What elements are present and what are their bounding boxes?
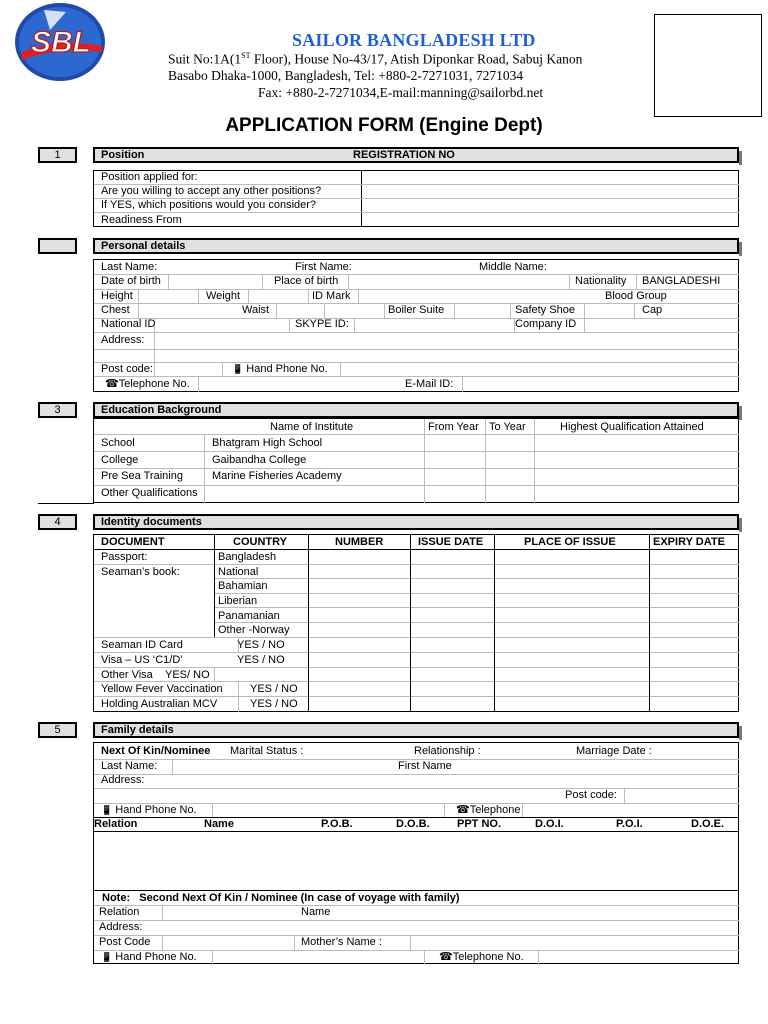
note-text: Note: Second Next Of Kin / Nominee (In case of voyage with family) — [102, 892, 460, 904]
position-applied-label: Position applied for: — [101, 171, 198, 183]
logo-text: SBL — [31, 26, 91, 59]
boiler-suite-label: Boiler Suite — [388, 304, 445, 316]
company-name: SAILOR BANGLADESH LTD — [292, 30, 536, 50]
mobile-phone-icon: 📱 — [232, 364, 244, 374]
section-3-number: 3 — [38, 402, 77, 418]
readiness-label: Readiness From — [101, 214, 182, 226]
doc-header-number: NUMBER — [335, 536, 384, 548]
other-visa-yes-no[interactable]: YES/ NO — [165, 669, 210, 681]
second-relation-label: Relation — [99, 906, 140, 918]
col-dob: D.O.B. — [396, 818, 430, 830]
col-ppt-no: PPT NO. — [457, 818, 502, 830]
second-post-code-label: Post Code — [99, 936, 151, 948]
doc-header-country: COUNTRY — [233, 536, 287, 548]
position-table — [93, 170, 739, 227]
pob-label: Place of birth — [274, 275, 339, 287]
book-country-bahamian: Bahamian — [218, 580, 268, 592]
edu-institute-school: Bhatgram High School — [212, 437, 323, 449]
form-title: APPLICATION FORM (Engine Dept) — [225, 115, 543, 136]
safety-shoe-label: Safety Shoe — [515, 304, 575, 316]
section-4-title: Identity documents — [101, 516, 202, 528]
waist-label: Waist — [242, 304, 270, 316]
section-5-number: 5 — [38, 722, 77, 738]
cap-label: Cap — [642, 304, 663, 316]
section-4-bar — [93, 514, 739, 530]
doc-header-place: PLACE OF ISSUE — [524, 536, 616, 548]
telephone-label: ☎Telephone No. — [105, 378, 190, 390]
edu-level-other: Other Qualifications — [101, 487, 198, 499]
section-5-bar — [93, 722, 739, 738]
col-name: Name — [204, 818, 234, 830]
skype-label: SKYPE ID: — [295, 318, 349, 330]
other-visa-label: Other Visa — [101, 669, 153, 681]
col-relation: Relation — [94, 818, 138, 830]
first-name-label: First Name: — [295, 261, 352, 273]
middle-name-label: Middle Name: — [479, 261, 547, 273]
passport-label: Passport: — [101, 551, 148, 563]
family-last-name-label: Last Name: — [101, 760, 158, 772]
nationality-value: BANGLADESHI — [642, 275, 721, 287]
section-1-number: 1 — [38, 147, 77, 163]
mothers-name-label: Mother’s Name : — [301, 936, 382, 948]
address-label: Address: — [101, 334, 145, 346]
aus-mcv-yes-no[interactable]: YES / NO — [250, 698, 298, 710]
book-country-panamanian: Panamanian — [218, 610, 280, 622]
marriage-date-label: Marriage Date : — [576, 745, 652, 757]
section-1-title: Position — [101, 149, 145, 161]
last-name-label: Last Name: — [101, 261, 158, 273]
col-doe: D.O.E. — [691, 818, 725, 830]
mobile-phone-icon: 📱 — [101, 805, 113, 815]
post-code-label: Post code: — [101, 363, 153, 375]
seamans-book-label: Seaman’s book: — [101, 566, 180, 578]
section-1-bar — [93, 147, 739, 163]
family-hand-phone-label: 📱 Hand Phone No. — [101, 804, 197, 816]
dob-label: Date of birth — [101, 275, 161, 287]
marital-status-label: Marital Status : — [230, 745, 304, 757]
yellow-fever-yes-no[interactable]: YES / NO — [250, 683, 298, 695]
national-id-label: National ID — [101, 318, 156, 330]
hand-phone-label: 📱 Hand Phone No. — [232, 363, 328, 375]
passport-country: Bangladesh — [218, 551, 277, 563]
seaman-id-label: Seaman ID Card — [101, 639, 183, 651]
family-first-name-label: First Name — [398, 760, 452, 772]
section-3-title: Education Background — [101, 404, 222, 416]
edu-institute-college: Gaibandha College — [212, 454, 307, 466]
telephone-icon: ☎ — [105, 378, 119, 390]
company-id-label: Company ID — [515, 318, 577, 330]
which-positions-label: If YES, which positions would you consider? — [101, 199, 317, 211]
doc-header-expiry: EXPIRY DATE — [653, 536, 725, 548]
col-pob: P.O.B. — [321, 818, 353, 830]
col-qualification-header: Highest Qualification Attained — [560, 421, 704, 433]
second-hand-phone-label: 📱 Hand Phone No. — [101, 951, 197, 963]
edu-level-school: School — [101, 437, 135, 449]
blood-group-label: Blood Group — [605, 290, 667, 302]
visa-us-yes-no[interactable]: YES / NO — [237, 654, 285, 666]
edu-level-presea: Pre Sea Training — [101, 470, 183, 482]
next-of-kin-label: Next Of Kin/Nominee — [101, 745, 211, 757]
doc-header-document: DOCUMENT — [101, 536, 165, 548]
address-line-2: Basabo Dhaka-1000, Bangladesh, Tel: +880-2-7271031, 7271034 — [168, 68, 524, 83]
edu-level-college: College — [101, 454, 139, 466]
section-2-title: Personal details — [101, 240, 186, 252]
section-4-number: 4 — [38, 514, 77, 530]
nationality-label: Nationality — [575, 275, 627, 287]
col-institute-header: Name of Institute — [270, 421, 354, 433]
edu-institute-presea: Marine Fisheries Academy — [212, 470, 342, 482]
section-2-bar — [93, 238, 739, 254]
section-5-title: Family details — [101, 724, 174, 736]
col-poi: P.O.I. — [616, 818, 643, 830]
family-telephone-label: ☎Telephone — [456, 804, 521, 816]
section-3-bar — [93, 402, 739, 418]
col-from-header: From Year — [428, 421, 479, 433]
id-mark-label: ID Mark — [312, 290, 351, 302]
aus-mcv-label: Holding Australian MCV — [101, 698, 218, 710]
col-to-header: To Year — [489, 421, 526, 433]
visa-us-label: Visa – US ‘C1/D’ — [101, 654, 183, 666]
col-doi: D.O.I. — [535, 818, 564, 830]
height-label: Height — [101, 290, 133, 302]
registration-label: REGISTRATION NO — [353, 149, 455, 161]
photo-box[interactable] — [654, 14, 762, 117]
telephone-icon: ☎ — [456, 804, 470, 816]
yellow-fever-label: Yellow Fever Vaccination — [101, 683, 223, 695]
family-post-code-label: Post code: — [565, 789, 617, 801]
section-2-number — [38, 238, 77, 254]
address-line-3: Fax: +880-2-7271034,E-mail:manning@sailorbd.net — [258, 85, 544, 100]
chest-label: Chest — [101, 304, 130, 316]
family-address-label: Address: — [101, 774, 145, 786]
personal-details-table — [93, 259, 739, 392]
education-table — [93, 418, 739, 503]
company-logo — [14, 2, 108, 82]
mobile-phone-icon: 📱 — [101, 952, 113, 962]
family-details-table — [93, 742, 739, 964]
identity-documents-table — [93, 534, 739, 712]
doc-header-issue-date: ISSUE DATE — [418, 536, 484, 548]
email-label: E-Mail ID: — [405, 378, 454, 390]
book-country-other: Other -Norway — [218, 624, 290, 636]
telephone-icon: ☎ — [439, 951, 453, 963]
weight-label: Weight — [206, 290, 241, 302]
seaman-id-yes-no[interactable]: YES / NO — [237, 639, 285, 651]
book-country-national: National — [218, 566, 259, 578]
address-line-1: Suit No:1A(1ST Floor), House No-43/17, Atish Diponkar Road, Sabuj Kanon — [168, 51, 583, 67]
relationship-label: Relationship : — [414, 745, 481, 757]
book-country-liberian: Liberian — [218, 595, 258, 607]
second-name-label: Name — [301, 906, 331, 918]
other-positions-label: Are you willing to accept any other positions? — [101, 185, 322, 197]
second-telephone-label: ☎Telephone No. — [439, 951, 524, 963]
second-address-label: Address: — [99, 921, 143, 933]
